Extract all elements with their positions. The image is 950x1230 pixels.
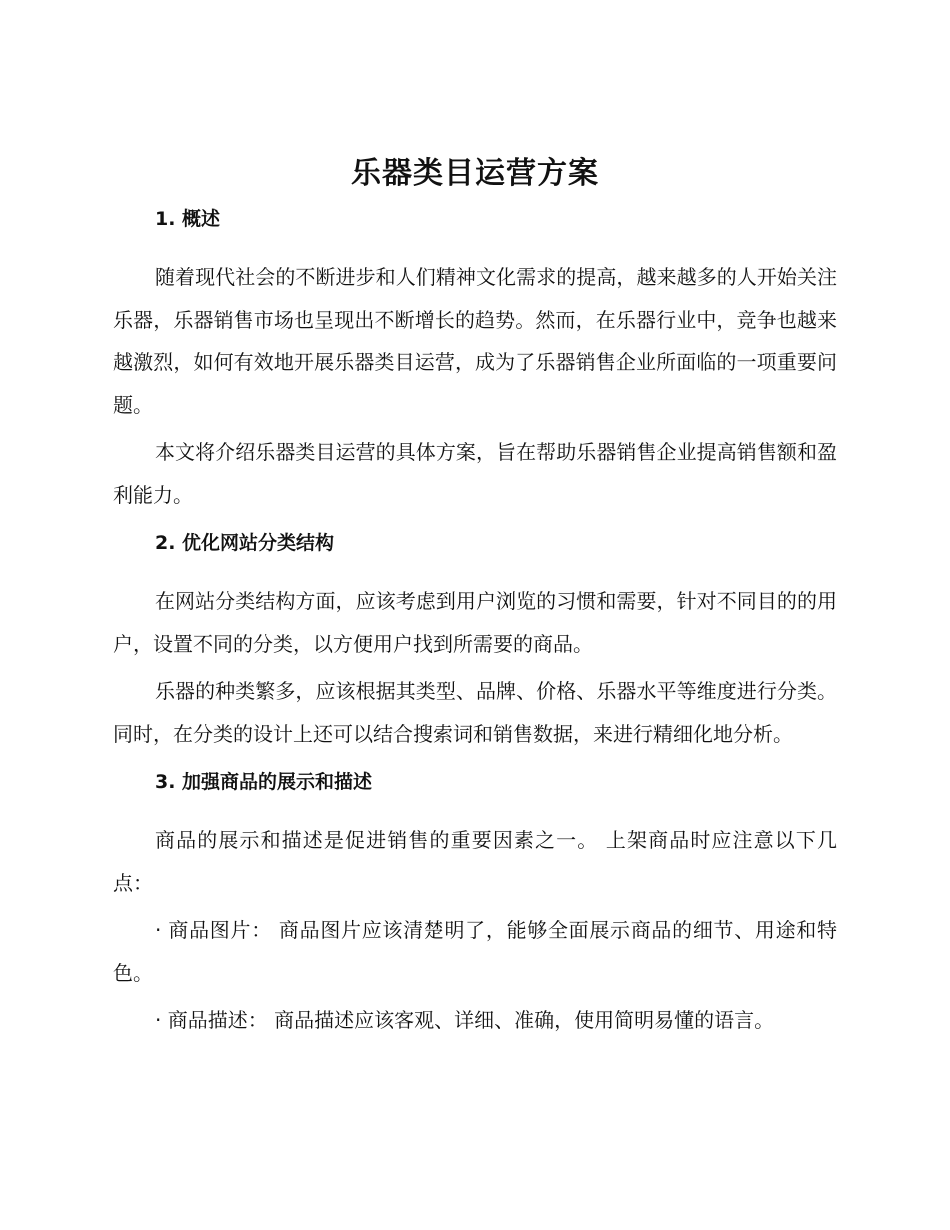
document-title: 乐器类目运营方案 — [351, 156, 599, 191]
section-heading-overview: 1. 概述 — [155, 208, 221, 230]
paragraph: 本文将介绍乐器类目运营的具体方案，旨在帮助乐器销售企业提高销售额和盈利能力。 — [113, 440, 837, 507]
bullet-item: · 商品图片： 商品图片应该清楚明了，能够全面展示商品的细节、用途和特色。 — [113, 918, 837, 985]
paragraph: 在网站分类结构方面，应该考虑到用户浏览的习惯和需要，针对不同目的的用户，设置不同的分类，以方便用户找到所需要的商品。 — [113, 589, 837, 656]
paragraph: 乐器的种类繁多，应该根据其类型、品牌、价格、乐器水平等维度进行分类。同时，在分类的设计上还可以结合搜索词和销售数据，来进行精细化地分析。 — [113, 679, 837, 746]
paragraph: 随着现代社会的不断进步和人们精神文化需求的提高，越来越多的人开始关注乐器，乐器销售市场也呈现出不断增长的趋势。然而，在乐器行业中，竞争也越来越激烈，如何有效地开展乐器类目运营，成为了乐器销售企业所面临的一项重要问题。 — [113, 265, 837, 417]
bullet-item: · 商品描述： 商品描述应该客观、详细、准确，使用简明易懂的语言。 — [155, 1008, 775, 1032]
paragraph: 商品的展示和描述是促进销售的重要因素之一。 上架商品时应注意以下几点： — [113, 828, 837, 895]
section-heading-product-display: 3. 加强商品的展示和描述 — [155, 771, 373, 793]
document-page — [113, 150, 837, 1047]
section-heading-category-structure: 2. 优化网站分类结构 — [155, 532, 335, 554]
